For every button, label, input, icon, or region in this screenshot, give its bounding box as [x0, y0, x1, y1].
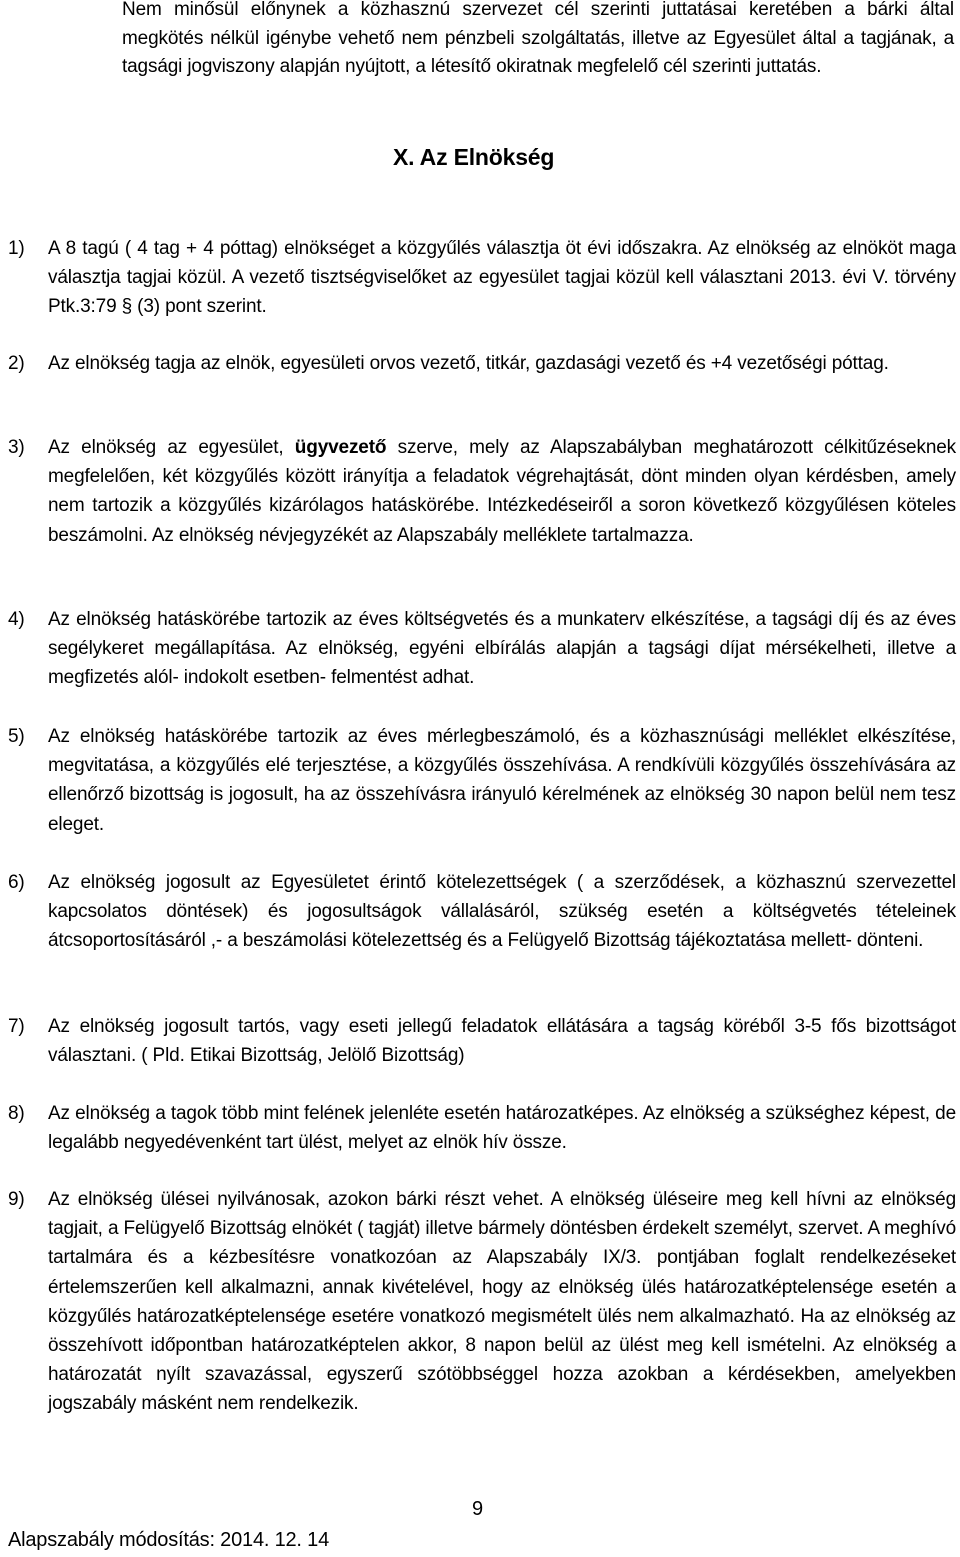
- item-number: 3): [8, 437, 25, 458]
- item-text: Az elnökség jogosult az Egyesületet érintő kötelezettségek ( a szerződések, a közhasznú szervezettel kapcsolatos döntések) és jogosultságok vállalásáról, szükség esetén a költségvetés tételeinek átcsoportosításáról ,- a beszámolási kötelezettség és a Felügyelő Bizottság tájékoztatása mellett- dönteni.: [48, 872, 956, 952]
- item-number: 2): [8, 353, 25, 374]
- item-text-part: Az elnökség az egyesület,: [48, 437, 295, 458]
- section-title: X. Az Elnökség: [393, 144, 555, 170]
- item-number: 6): [8, 872, 25, 893]
- list-item: [8, 868, 956, 956]
- list-item: [8, 722, 956, 839]
- item-text-part: szerve, mely az Alapszabályban meghatározott célkitűzéseknek megfelelően, két közgyűlés között irányítja a feladatok végrehajtását, dönt minden olyan kérdésben, amely nem tartozik a közgyűlés kizárólagos hatáskörébe. Intézkedéseiről a soron következő közgyűlésen köteles beszámolni. Az elnökség névjegyzékét az Alapszabály melléklete tartalmazza.: [48, 437, 956, 546]
- list-item: [8, 1185, 956, 1419]
- list-item: [8, 605, 956, 693]
- item-text: Az elnökség a tagok több mint felének jelenléte esetén határozatképes. Az elnökség a szükséghez képest, de legalább negyedévenként tart ülést, melyet az elnök hív össze.: [48, 1103, 956, 1154]
- item-text: Az elnökség ülései nyilvánosak, azokon bárki részt vehet. A elnökség üléseire meg kell hívni az elnökség tagjait, a Felügyelő Bizottság elnökét ( tagját) illetve bármely döntésben érdekelt személyt, szervet. A meghívó tartalmára és a kézbesítésre vonatkozóan az Alapszabály IX/3. pontjában foglalt rendelkezéseket értelemszerűen kell alkalmazni, annak kivételével, hogy az elnökség ülés határozatképtelensége esetén a közgyűlés határozatképtelensége esetére vonatkozó megismételt ülés nem alkalmazható. Ha az elnökség az összehívott időpontban határozatképtelen akkor, 8 napon belül az ülést meg kell ismételni. Az elnökség a határozatát nyílt szavazással, egyszerű szótöbbséggel hozza azokban a kérdésekben, amelyekben jogszabály másként nem rendelkezik.: [48, 1189, 956, 1415]
- list-item: [8, 349, 956, 378]
- item-text: Az elnökség tagja az elnök, egyesületi orvos vezető, titkár, gazdasági vezető és +4 vezetőségi póttag.: [48, 353, 889, 374]
- item-number: 1): [8, 238, 25, 259]
- item-number: 8): [8, 1103, 25, 1124]
- item-text: Az elnökség hatáskörébe tartozik az éves költségvetés és a munkaterv elkészítése, a tagsági díj és az éves segélykeret megállapítása. Az elnökség, egyéni elbírálás alapján a tagsági díjat mérsékelheti, illetve a megfizetés alól- indokolt esetben- felmentést adhat.: [48, 609, 956, 689]
- list-item: [8, 1012, 956, 1070]
- item-number: 7): [8, 1016, 25, 1037]
- item-text: Az elnökség hatáskörébe tartozik az éves mérlegbeszámoló, és a közhasznúsági melléklet elkészítése, megvitatása, a közgyűlés elé terjesztése, a közgyűlés összehívása. A rendkívüli közgyűlés összehívására az ellenőrző bizottság is jogosult, ha az összehívásra irányuló kérelmének az elnökség 30 napon belül nem tesz eleget.: [48, 726, 956, 835]
- list-item: [8, 433, 956, 550]
- item-text: Az elnökség jogosult tartós, vagy eseti jellegű feladatok ellátására a tagság köréből 3-5 fős bizottságot választani. ( Pld. Etikai Bizottság, Jelölő Bizottság): [48, 1016, 956, 1067]
- page-number: 9: [472, 1498, 484, 1520]
- list-item: [8, 234, 956, 322]
- emphasized-term: ügyvezető: [294, 437, 387, 458]
- intro-paragraph: Nem minősül előnynek a közhasznú szervezet cél szerinti juttatásai keretében a bárki által megkötés nélkül igénybe vehető nem pénzbeli szolgáltatás, illetve az Egyesület által a tagjának, a tagsági jogviszony alapján nyújtott, a létesítő okiratnak megfelelő cél szerinti juttatás.: [122, 0, 954, 77]
- item-text: A 8 tagú ( 4 tag + 4 póttag) elnökséget a közgyűlés választja öt évi időszakra. Az elnökség az elnököt maga választja tagjai közül. A vezető tisztségviselőket az egyesület tagjai közül kell választani 2013. évi V. törvény Ptk.3:79 § (3) pont szerint.: [48, 238, 956, 318]
- list-item: [8, 1099, 956, 1157]
- item-text: [48, 433, 956, 550]
- document-footer-label: Alapszabály módosítás: 2014. 12. 14: [8, 1529, 329, 1551]
- item-number: 9): [8, 1189, 25, 1210]
- item-number: 4): [8, 609, 25, 630]
- item-number: 5): [8, 726, 25, 747]
